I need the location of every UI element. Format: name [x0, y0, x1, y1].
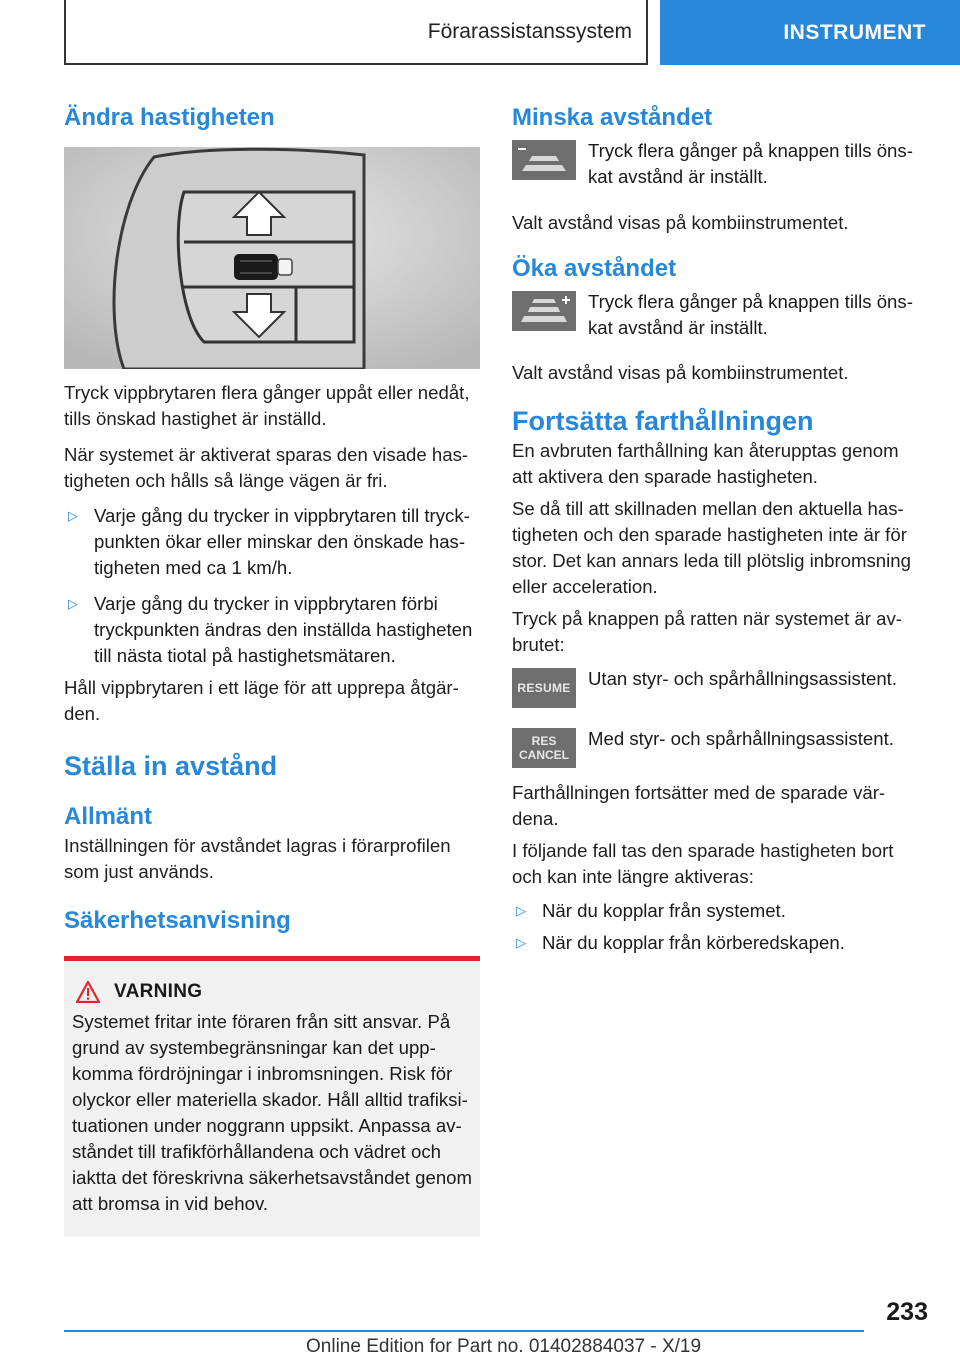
res-cancel-button-icon — [512, 728, 576, 768]
paragraph-distance-profile: Inställningen för avståndet lagras i förarprofilen som just används. — [64, 835, 451, 882]
triangle-bullet-icon: ▷ — [68, 508, 78, 523]
left-column — [64, 100, 480, 1237]
page-header — [0, 0, 960, 66]
paragraph-rocker-instruction: Tryck vippbrytaren flera gånger uppåt eller nedåt, tills önskad hastighet är inställd. — [64, 382, 470, 429]
page-number: 233 — [886, 1298, 928, 1326]
decrease-distance-row — [512, 138, 924, 190]
heading-set-distance: Ställa in avstånd — [64, 751, 278, 781]
warning-box — [64, 956, 480, 1237]
paragraph-press-button: Tryck på knappen på ratten när systemet är avbrutet: — [512, 608, 902, 655]
warning-title: VARNING — [114, 981, 203, 1002]
bullet-item — [64, 503, 480, 581]
paragraph-distance-shown: Valt avstånd visas på kombiinstrumentet. — [512, 212, 849, 233]
bullet-text: När du kopplar från systemet. — [542, 900, 786, 921]
warning-triangle-icon — [76, 981, 100, 1003]
triangle-bullet-icon: ▷ — [68, 596, 78, 611]
triangle-bullet-icon: ▷ — [516, 903, 526, 918]
increase-distance-text: Tryck flera gånger på knappen tills önskat avstånd är inställt. — [588, 291, 913, 338]
chapter-tab: INSTRUMENT — [660, 0, 960, 65]
bullet-item — [64, 591, 480, 669]
rescancel-text: Med styr- och spårhållningsassistent. — [588, 728, 894, 749]
resume-row — [512, 666, 924, 708]
footer-divider — [64, 1330, 864, 1332]
bullet-text: Varje gång du trycker in vippbrytaren förbi tryckpunkten ändras den inställda hastigheten till nästa tiotal på hastighetsmätaren. — [94, 593, 473, 666]
res-label: RES — [531, 734, 557, 748]
bullet-text: Varje gång du trycker in vippbrytaren till tryckpunkten ökar eller minskar den önskade hastigheten med ca 1 km/h. — [94, 505, 470, 578]
section-title: Förarassistanssystem — [64, 0, 648, 65]
paragraph-resume-intro: En avbruten farthållning kan återupptas genom att aktivera den sparade hastigheten. — [512, 440, 899, 487]
heading-decrease-distance: Minska avståndet — [512, 104, 713, 131]
warning-header — [72, 981, 472, 1003]
heading-general: Allmänt — [64, 803, 153, 830]
heading-change-speed: Ändra hastigheten — [64, 104, 275, 131]
bullet-item — [512, 898, 924, 924]
paragraph-distance-shown-2: Valt avstånd visas på kombiinstrumentet. — [512, 362, 849, 383]
rescancel-row — [512, 726, 924, 768]
paragraph-resume-values: Farthållningen fortsätter med de sparade värdena. — [512, 782, 886, 829]
triangle-bullet-icon: ▷ — [516, 935, 526, 950]
heading-increase-distance: Öka avståndet — [512, 255, 677, 282]
resume-button-label: RESUME — [517, 681, 571, 695]
paragraph-speed-deleted: I följande fall tas den sparade hastigheten bort och kan inte längre aktiveras: — [512, 840, 894, 887]
steering-wheel-rocker-image — [64, 147, 480, 369]
right-column — [512, 100, 924, 956]
increase-distance-row — [512, 289, 924, 341]
distance-increase-icon — [512, 291, 576, 331]
distance-decrease-icon — [512, 140, 576, 180]
paragraph-speed-difference: Se då till att skillnaden mellan den aktuella hastigheten och den sparade hastigheten inte är för stor. Det kan annars leda till plötslig inbromsning eller acceleration. — [512, 498, 911, 597]
paragraph-hold-rocker: Håll vippbrytaren i ett läge för att upprepa åtgärden. — [64, 677, 459, 724]
warning-text: Systemet fritar inte föraren från sitt ansvar. På grund av systembegränsningar kan det uppkomma fördröjningar i inbromsningen. Risk för olyckor eller materiella skador. Håll alltid trafiksituationen under noggrann uppsikt. Anpassa avståndet till trafikförhållandena och vädret och iaktta det föreskrivna säkerhetsavståndet genom att bromsa in vid behov. — [72, 1011, 472, 1214]
resume-button-icon — [512, 668, 576, 708]
bullet-item — [512, 930, 924, 956]
rocker-switch-illustration — [64, 147, 480, 369]
footer-edition: Online Edition for Part no. 01402884037 - X/19 — [306, 1336, 702, 1357]
resume-text: Utan styr- och spårhållningsassistent. — [588, 668, 898, 689]
heading-resume-cruise: Fortsätta farthållningen — [512, 406, 814, 436]
paragraph-speed-stored: När systemet är aktiverat sparas den visade hastigheten och hålls så länge vägen är fri. — [64, 444, 469, 491]
decrease-distance-text: Tryck flera gånger på knappen tills önskat avstånd är inställt. — [588, 140, 913, 187]
heading-safety-note: Säkerhetsanvisning — [64, 907, 291, 934]
cancel-label: CANCEL — [519, 748, 569, 762]
bullet-text: När du kopplar från körberedskapen. — [542, 932, 845, 953]
